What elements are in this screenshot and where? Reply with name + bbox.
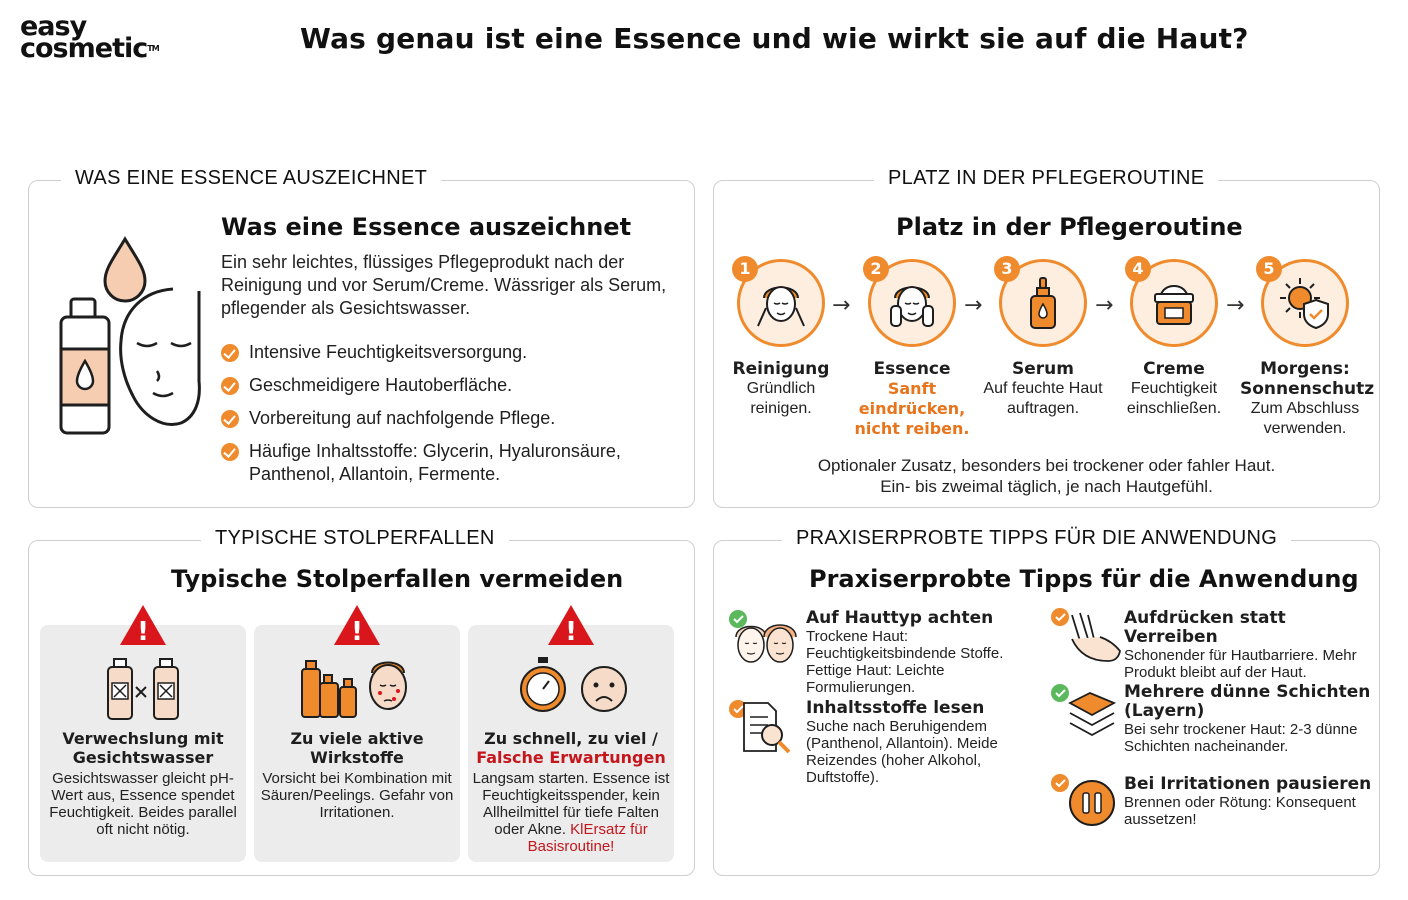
list-item: Häufige Inhaltsstoffe: Glycerin, Hyaluronsäure, Panthenol, Allantoin, Fermente. — [221, 440, 671, 486]
two-faces-icon — [726, 607, 802, 667]
step-number: 1 — [732, 256, 758, 282]
step-number: 3 — [994, 256, 1020, 282]
pressing-hands-icon — [1046, 605, 1124, 665]
face-pressing-icon — [885, 276, 939, 330]
routine-step-sunscreen — [1240, 259, 1375, 439]
step-text: Zum Abschluss verwenden. — [1250, 400, 1360, 437]
panel-heading: Praxiserprobte Tipps für die Anwendung — [809, 565, 1359, 593]
pitfall-text-highlight: KlErsatz für Basisroutine! — [527, 821, 648, 855]
step-title: Essence — [873, 359, 951, 379]
pitfall-text: Langsam starten. Essence ist Feuchtigkeitsspender, kein Allheilmittel für tiefe Falten oder Akne. KlErsatz für Basisroutine! — [472, 770, 670, 855]
active-ingredients-irritation-icon — [254, 655, 460, 729]
check-icon — [221, 344, 239, 362]
feature-list — [221, 341, 671, 496]
routine-step-cream — [1109, 259, 1239, 419]
step-number: 4 — [1125, 256, 1151, 282]
layers-icon — [1046, 681, 1124, 741]
pitfall-card — [254, 617, 460, 862]
tip-item — [806, 699, 1046, 786]
essence-description: Ein sehr leichtes, flüssiges Pflegeprodukt nach der Reinigung und vor Serum/Creme. Wässriger als Serum, pflegender als Gesichtswasser. — [221, 252, 667, 318]
stopwatch-sad-face-icon — [468, 655, 674, 729]
step-text: Sanft eindrücken, nicht reiben. — [854, 379, 970, 438]
panel-application-tips — [713, 527, 1380, 876]
step-number: 5 — [1256, 256, 1282, 282]
document-magnifier-icon — [726, 697, 802, 757]
tip-title: Inhaltsstoffe lesen — [806, 698, 985, 718]
check-icon — [221, 410, 239, 428]
pitfall-title — [468, 729, 674, 767]
pitfall-title: Verwechslung mit Gesichtswasser — [62, 729, 224, 767]
svg-text:!: ! — [137, 617, 149, 647]
tip-title: Bei Irritationen pausieren — [1124, 774, 1372, 794]
pitfall-text: Gesichtswasser gleicht pH-Wert aus, Essence spendet Feuchtigkeit. Beides parallel oft nicht nötig. — [49, 770, 237, 838]
logo-line-2: cosmetic — [20, 33, 148, 64]
sun-shield-icon — [1278, 276, 1332, 330]
tip-text: Schonender für Hautbarriere. Mehr Produkt bleibt auf der Haut. — [1124, 647, 1357, 681]
arrow-right-icon: → — [964, 293, 983, 318]
brand-logo — [20, 11, 159, 64]
logo-line-1: easy — [20, 11, 87, 42]
list-item: Intensive Feuchtigkeitsversorgung. — [221, 341, 671, 364]
tip-title: Auf Hauttyp achten — [806, 608, 994, 628]
tip-title: Mehrere dünne Schichten (Layern) — [1124, 682, 1371, 721]
tip-item — [1124, 683, 1374, 755]
tip-item — [1124, 609, 1374, 681]
cream-jar-icon — [1147, 276, 1201, 330]
panel-heading: Platz in der Pflegeroutine — [896, 213, 1243, 241]
tip-item — [806, 609, 1046, 696]
logo-trademark: TM — [147, 44, 159, 53]
panel-pitfalls — [28, 527, 695, 876]
check-icon — [221, 443, 239, 461]
tip-text: Brennen oder Rötung: Konsequent aussetzen! — [1124, 794, 1356, 828]
pitfall-text: Vorsicht bei Kombination mit Säuren/Peelings. Gefahr von Irritationen. — [260, 770, 454, 821]
arrow-right-icon: → — [1095, 293, 1114, 318]
step-title: Creme — [1143, 359, 1205, 379]
panel-label: TYPISCHE STOLPERFALLEN — [201, 527, 509, 550]
step-title: Serum — [1012, 359, 1074, 379]
warning-icon — [332, 603, 382, 647]
tip-text: Suche nach Beruhigendem (Panthenol, Allantoin). Meide Reizendes (hoher Alkohol, Duftstoffe). — [806, 718, 998, 786]
step-title: Morgens: Sonnenschutz — [1240, 359, 1375, 399]
panel-essence-features — [28, 167, 695, 508]
pitfall-card — [468, 617, 674, 862]
pause-icon — [1046, 771, 1124, 831]
essence-bottle-face-illustration — [53, 231, 203, 445]
svg-text:!: ! — [351, 617, 363, 647]
routine-step-serum — [978, 259, 1108, 419]
routine-note — [714, 455, 1379, 497]
panel-skincare-routine — [713, 167, 1380, 508]
warning-icon — [546, 603, 596, 647]
pitfall-title-line: Zu schnell, zu viel / — [484, 729, 658, 748]
routine-step-essence — [847, 259, 977, 439]
face-washing-icon — [754, 276, 808, 330]
svg-text:!: ! — [565, 617, 577, 647]
panel-heading: Was eine Essence auszeichnet — [221, 213, 632, 241]
routine-step-cleansing — [716, 259, 846, 419]
list-item: Vorbereitung auf nachfolgende Pflege. — [221, 407, 671, 430]
panel-label: PLATZ IN DER PFLEGEROUTINE — [874, 167, 1218, 190]
page-title: Was genau ist eine Essence und wie wirkt sie auf die Haut? — [300, 22, 1249, 55]
pitfall-title-highlight: Falsche Erwartungen — [476, 748, 666, 767]
warning-icon — [118, 603, 168, 647]
serum-bottle-icon — [1016, 276, 1070, 330]
tip-item — [1124, 775, 1374, 828]
tip-text: Trockene Haut: Feuchtigkeitsbindende Stoffe. Fettige Haut: Leichte Formulierungen. — [806, 628, 1004, 696]
two-bottles-icon — [40, 655, 246, 729]
list-item: Geschmeidigere Hautoberfläche. — [221, 374, 671, 397]
step-title: Reinigung — [732, 359, 830, 379]
check-icon — [221, 377, 239, 395]
arrow-right-icon: → — [832, 293, 851, 318]
panel-label: WAS EINE ESSENCE AUSZEICHNET — [61, 167, 441, 190]
step-number: 2 — [863, 256, 889, 282]
tip-text: Bei sehr trockener Haut: 2-3 dünne Schichten nacheinander. — [1124, 721, 1358, 755]
pitfall-card — [40, 617, 246, 862]
tip-title: Aufdrücken statt Verreiben — [1124, 608, 1286, 647]
note-line-2: Ein- bis zweimal täglich, je nach Hautgefühl. — [880, 477, 1213, 496]
panel-heading: Typische Stolperfallen vermeiden — [171, 565, 624, 593]
step-text: Gründlich reinigen. — [746, 380, 816, 417]
pitfall-title: Zu viele aktive Wirkstoffe — [290, 729, 424, 767]
panel-label: PRAXISERPROBTE TIPPS FÜR DIE ANWENDUNG — [782, 527, 1291, 550]
arrow-right-icon: → — [1226, 293, 1245, 318]
step-text: Feuchtigkeit einschließen. — [1126, 380, 1222, 417]
note-line-1: Optionaler Zusatz, besonders bei trockener oder fahler Haut. — [817, 456, 1276, 475]
step-text: Auf feuchte Haut auftragen. — [983, 380, 1103, 417]
